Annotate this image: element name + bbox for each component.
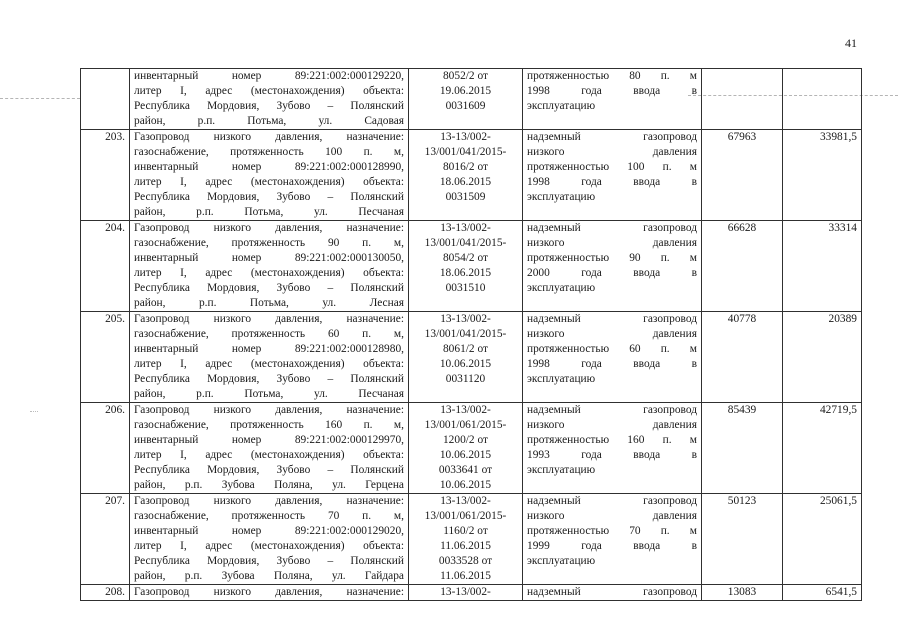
registration-document — [409, 69, 523, 130]
object-description-line: литер I, адрес (местонахождения) объекта: — [134, 358, 404, 370]
object-characteristics-line: протяженностью 60 п. м — [527, 343, 697, 355]
object-characteristics-line: эксплуатацию — [527, 464, 596, 476]
property-registry-table — [80, 68, 862, 601]
row-number: 203. — [81, 130, 130, 221]
object-characteristics-line: низкого давления — [527, 510, 697, 522]
table-row — [81, 403, 862, 494]
object-description-line: Газопровод низкого давления, назначение: — [134, 222, 404, 234]
table-row — [81, 312, 862, 403]
object-characteristics — [523, 130, 702, 221]
object-characteristics-line: протяженностью 100 п. м — [527, 161, 697, 173]
registration-document-line: 0033528 от — [438, 555, 493, 567]
object-characteristics-line: эксплуатацию — [527, 191, 596, 203]
object-characteristics-line: протяженностью 70 п. м — [527, 525, 697, 537]
value-secondary: 6541,5 — [783, 585, 862, 601]
object-characteristics — [523, 403, 702, 494]
object-description — [130, 130, 409, 221]
registration-document-line: 8061/2 от — [442, 343, 488, 355]
value-primary: 40778 — [702, 312, 783, 403]
registration-document-line: 0031609 — [445, 100, 486, 112]
object-description-line: литер I, адрес (местонахождения) объекта: — [134, 176, 404, 188]
object-description-line: газоснабжение, протяженность 100 п. м, — [134, 146, 404, 158]
object-description-line: литер I, адрес (местонахождения) объекта: — [134, 267, 404, 279]
value-primary: 67963 — [702, 130, 783, 221]
object-description-line: Республика Мордовия, Зубово – Полянский — [134, 191, 404, 203]
registration-document-line: 8052/2 от — [442, 70, 488, 82]
object-characteristics-line: эксплуатацию — [527, 373, 596, 385]
object-description-line: Республика Мордовия, Зубово – Полянский — [134, 464, 404, 476]
value-primary: 13083 — [702, 585, 783, 601]
object-description-line: инвентарный номер 89:221:002:000128990, — [134, 161, 404, 173]
object-characteristics-line: 1999 года ввода в — [527, 540, 697, 552]
registration-document-line: 0031510 — [445, 282, 486, 294]
object-description-line: литер I, адрес (местонахождения) объекта: — [134, 540, 404, 552]
value-secondary: 33981,5 — [783, 130, 862, 221]
object-description-line: литер I, адрес (местонахождения) объекта: — [134, 85, 404, 97]
row-number: 205. — [81, 312, 130, 403]
row-number — [81, 69, 130, 130]
object-description — [130, 69, 409, 130]
object-description-line: район, р.п. Потьма, ул. Садовая — [134, 115, 404, 127]
object-characteristics — [523, 221, 702, 312]
object-description-line: район, р.п. Зубова Поляна, ул. Герцена — [134, 479, 404, 491]
scan-artifact-line — [0, 98, 80, 100]
object-description-line: инвентарный номер 89:221:002:000129970, — [134, 434, 404, 446]
object-description-line: район, р.п. Потьма, ул. Песчаная — [134, 388, 404, 400]
object-characteristics-line: 1993 года ввода в — [527, 449, 697, 461]
object-description-line: газоснабжение, протяженность 160 п. м, — [134, 419, 404, 431]
registration-document-line: 18.06.2015 — [439, 267, 492, 279]
registration-document — [409, 221, 523, 312]
object-description-line: Газопровод низкого давления, назначение: — [134, 495, 404, 507]
registration-document-line: 13/001/041/2015- — [424, 146, 507, 158]
registration-document-line: 10.06.2015 — [439, 358, 492, 370]
table-row — [81, 69, 862, 130]
registration-document — [409, 403, 523, 494]
object-characteristics-line: низкого давления — [527, 328, 697, 340]
object-description-line: район, р.п. Потьма, ул. Лесная — [134, 297, 404, 309]
object-characteristics-line: 1998 года ввода в — [527, 176, 697, 188]
registration-document-line: 13-13/002- — [440, 586, 491, 598]
object-description-line: Республика Мордовия, Зубово – Полянский — [134, 100, 404, 112]
value-secondary: 20389 — [783, 312, 862, 403]
registration-document-line: 0031509 — [445, 191, 486, 203]
object-characteristics-line: низкого давления — [527, 146, 697, 158]
value-secondary: 33314 — [783, 221, 862, 312]
object-description — [130, 312, 409, 403]
object-description-line: инвентарный номер 89:221:002:000129020, — [134, 525, 404, 537]
object-characteristics-line: надземный газопровод — [527, 495, 697, 507]
registration-document-line: 13/001/041/2015- — [424, 237, 507, 249]
registration-document-line: 0033641 от — [438, 464, 493, 476]
registration-document — [409, 312, 523, 403]
object-characteristics-line: надземный газопровод — [527, 404, 697, 416]
object-characteristics-line: надземный газопровод — [527, 313, 697, 325]
object-description-line: район, р.п. Зубова Поляна, ул. Гайдара — [134, 570, 404, 582]
object-characteristics — [523, 69, 702, 130]
object-characteristics-line: протяженностью 90 п. м — [527, 252, 697, 264]
object-characteristics-line: надземный газопровод — [527, 131, 697, 143]
object-characteristics-line: 1998 года ввода в — [527, 85, 697, 97]
object-characteristics — [523, 312, 702, 403]
object-description-line: газоснабжение, протяженность 90 п. м, — [134, 237, 404, 249]
object-characteristics-line: низкого давления — [527, 419, 697, 431]
object-characteristics-line: протяженностью 160 п. м — [527, 434, 697, 446]
object-characteristics-line: протяженностью 80 п. м — [527, 70, 697, 82]
object-characteristics-line: 2000 года ввода в — [527, 267, 697, 279]
row-number: 207. — [81, 494, 130, 585]
registration-document-line: 10.06.2015 — [439, 449, 492, 461]
row-number: 206. — [81, 403, 130, 494]
object-characteristics-line: эксплуатацию — [527, 555, 596, 567]
object-description-line: газоснабжение, протяженность 60 п. м, — [134, 328, 404, 340]
registration-document — [409, 494, 523, 585]
value-primary: 85439 — [702, 403, 783, 494]
object-characteristics-line: надземный газопровод — [527, 222, 697, 234]
registration-document-line: 13-13/002- — [440, 222, 491, 234]
object-description — [130, 403, 409, 494]
value-secondary: 42719,5 — [783, 403, 862, 494]
object-characteristics-line: надземный газопровод — [527, 586, 697, 598]
object-characteristics — [523, 494, 702, 585]
object-description-line: Газопровод низкого давления, назначение: — [134, 313, 404, 325]
object-description-line: инвентарный номер 89:221:002:000130050, — [134, 252, 404, 264]
object-description-line: газоснабжение, протяженность 70 п. м, — [134, 510, 404, 522]
registration-document-line: 18.06.2015 — [439, 176, 492, 188]
object-characteristics-line: эксплуатацию — [527, 282, 596, 294]
object-description — [130, 221, 409, 312]
registration-document-line: 10.06.2015 — [439, 479, 492, 491]
table-row — [81, 221, 862, 312]
registration-document-line: 13-13/002- — [440, 495, 491, 507]
object-description-line: инвентарный номер 89:221:002:000128980, — [134, 343, 404, 355]
registration-document-line: 13/001/061/2015- — [424, 419, 507, 431]
registration-document-line: 11.06.2015 — [440, 570, 491, 582]
object-characteristics-line: 1998 года ввода в — [527, 358, 697, 370]
object-description-line: Республика Мордовия, Зубово – Полянский — [134, 555, 404, 567]
registration-document-line: 8054/2 от — [442, 252, 488, 264]
object-description-line: Республика Мордовия, Зубово – Полянский — [134, 282, 404, 294]
registration-document-line: 13/001/061/2015- — [424, 510, 507, 522]
registration-document — [409, 585, 523, 601]
object-characteristics-line: низкого давления — [527, 237, 697, 249]
registration-document-line: 13-13/002- — [440, 131, 491, 143]
row-number: 208. — [81, 585, 130, 601]
table-row — [81, 494, 862, 585]
registration-document-line: 11.06.2015 — [440, 540, 491, 552]
value-secondary — [783, 69, 862, 130]
registration-document-line: 13/001/041/2015- — [424, 328, 507, 340]
registration-document-line: 0031120 — [445, 373, 486, 385]
registration-document-line: 13-13/002- — [440, 404, 491, 416]
registration-document-line: 8016/2 от — [442, 161, 488, 173]
value-primary: 66628 — [702, 221, 783, 312]
object-description — [130, 585, 409, 601]
object-description-line: Газопровод низкого давления, назначение: — [134, 404, 404, 416]
row-number: 204. — [81, 221, 130, 312]
value-primary — [702, 69, 783, 130]
value-primary: 50123 — [702, 494, 783, 585]
object-description-line: Газопровод низкого давления, назначение: — [134, 586, 404, 598]
registration-document-line: 1160/2 от — [443, 525, 488, 537]
registration-document-line: 1200/2 от — [442, 434, 488, 446]
value-secondary: 25061,5 — [783, 494, 862, 585]
object-description-line: район, р.п. Потьма, ул. Песчаная — [134, 206, 404, 218]
registration-document — [409, 130, 523, 221]
object-description — [130, 494, 409, 585]
object-description-line: литер I, адрес (местонахождения) объекта: — [134, 449, 404, 461]
object-description-line: Газопровод низкого давления, назначение: — [134, 131, 404, 143]
object-characteristics — [523, 585, 702, 601]
page-number: 41 — [845, 36, 857, 50]
table-row — [81, 130, 862, 221]
table-row — [81, 585, 862, 601]
registration-document-line: 13-13/002- — [440, 313, 491, 325]
object-characteristics-line: эксплуатацию — [527, 100, 596, 112]
registration-document-line: 19.06.2015 — [439, 85, 492, 97]
object-description-line: Республика Мордовия, Зубово – Полянский — [134, 373, 404, 385]
scan-artifact-line — [30, 411, 38, 413]
object-description-line: инвентарный номер 89:221:002:000129220, — [134, 70, 404, 82]
